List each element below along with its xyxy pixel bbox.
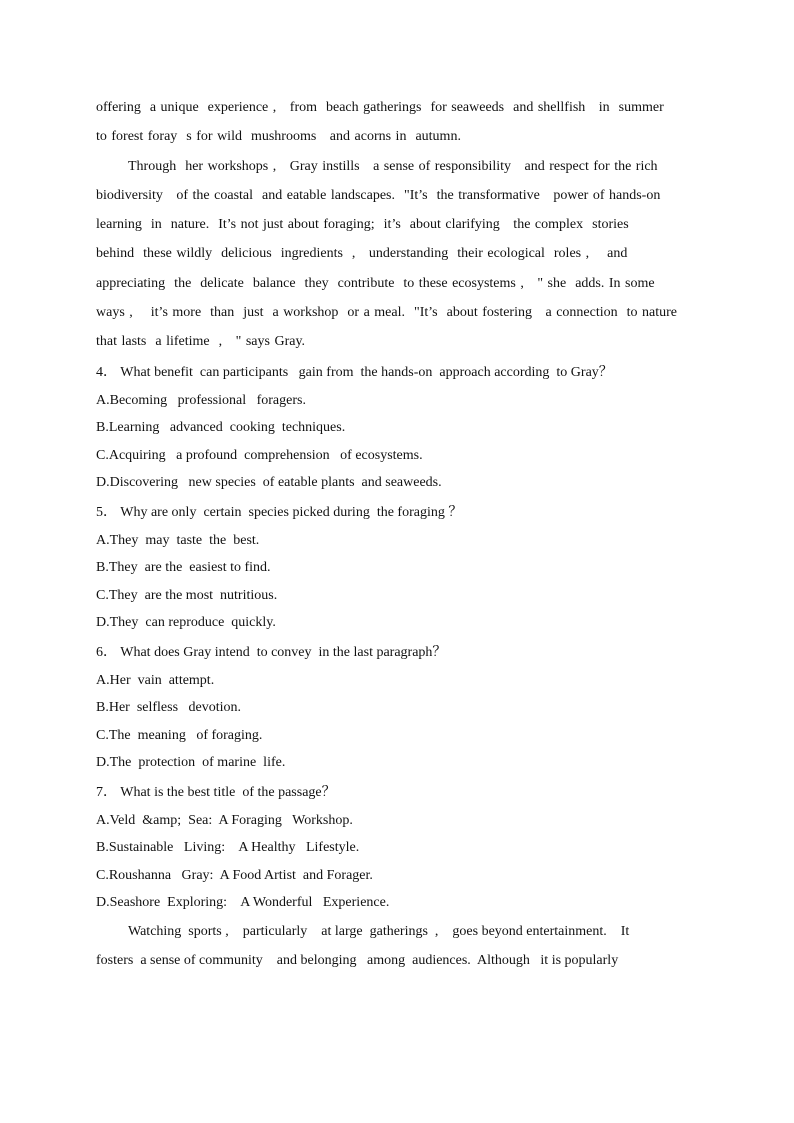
option-text: Veld &amp; Sea: A Foraging Workshop.	[109, 812, 353, 828]
option-text: Acquiring a profound comprehension of ecosystems.	[108, 447, 423, 463]
option-letter: A.	[96, 392, 110, 408]
question-7	[96, 778, 696, 917]
option-letter: D.	[96, 475, 110, 491]
option-letter: A.	[96, 672, 110, 688]
option-letter: B.	[96, 560, 109, 576]
question-6	[96, 638, 696, 777]
option-d	[96, 469, 696, 497]
option-d	[96, 609, 696, 637]
passage-paragraph	[96, 152, 696, 357]
question-stem	[96, 638, 696, 667]
option-letter: C.	[96, 587, 109, 603]
option-letter: C.	[96, 727, 109, 743]
next-passage-line-2: fosters a sense of community and belonging among audiences. Although it is popularly	[96, 953, 619, 969]
question-number: 6．	[96, 644, 117, 660]
question-text: What benefit can participants gain from the hands-on approach according to Gray？	[117, 364, 613, 380]
option-letter: A.	[96, 812, 110, 828]
option-text: They can reproduce quickly.	[109, 615, 276, 631]
question-5	[96, 498, 696, 637]
option-text: Roushanna Gray: A Food Artist and Forager.	[108, 867, 373, 883]
option-text: They may taste the best.	[109, 532, 260, 548]
option-c	[96, 582, 696, 610]
option-letter: D.	[96, 895, 110, 911]
paragraph-line-7: that lasts a lifetime , " says Gray.	[96, 334, 306, 350]
option-letter: B.	[96, 700, 109, 716]
paragraph-line-6: ways , it’s more than just a workshop or a meal. "It’s about fostering a connection to nature	[96, 305, 677, 321]
option-a	[96, 527, 696, 555]
option-text: Seashore Exploring: A Wonderful Experience.	[109, 895, 390, 911]
question-text: What is the best title of the passage？	[117, 784, 336, 800]
option-text: They are the most nutritious.	[108, 587, 278, 603]
question-number: 7．	[96, 784, 117, 800]
option-letter: B.	[96, 840, 109, 856]
next-passage	[96, 917, 696, 976]
page-content	[96, 93, 696, 976]
option-b	[96, 834, 696, 862]
option-b	[96, 554, 696, 582]
question-stem	[96, 498, 696, 527]
option-d	[96, 749, 696, 777]
option-text: Learning advanced cooking techniques.	[108, 420, 346, 436]
question-number: 5．	[96, 504, 117, 520]
option-text: Her vain attempt.	[109, 672, 215, 688]
option-a	[96, 807, 696, 835]
passage-line-1: offering a unique experience , from beach gatherings for seaweeds and shellfish in summer	[96, 100, 664, 115]
question-number: 4．	[96, 364, 117, 380]
option-c	[96, 722, 696, 750]
option-text: They are the easiest to find.	[108, 560, 271, 576]
option-text: The meaning of foraging.	[108, 727, 263, 743]
question-text: What does Gray intend to convey in the last paragraph？	[117, 644, 447, 660]
passage-line-2: to forest foray s for wild mushrooms and acorns in autumn.	[96, 129, 461, 145]
option-letter: A.	[96, 532, 110, 548]
option-a	[96, 667, 696, 695]
option-d	[96, 889, 696, 917]
option-a	[96, 387, 696, 415]
option-text: Sustainable Living: A Healthy Lifestyle.	[108, 840, 360, 856]
option-text: The protection of marine life.	[109, 755, 286, 771]
paragraph-line-2: biodiversity of the coastal and eatable landscapes. "It’s the transformative power of hands-on	[96, 187, 661, 203]
paragraph-line-1: Through her workshops , Gray instills a sense of responsibility and respect for the rich	[128, 158, 658, 174]
question-stem	[96, 358, 696, 387]
option-letter: B.	[96, 420, 109, 436]
option-letter: D.	[96, 615, 110, 631]
next-passage-line-1: Watching sports , particularly at large gatherings , goes beyond entertainment. It	[128, 923, 630, 939]
option-c	[96, 862, 696, 890]
paragraph-line-3: learning in nature. It’s not just about foraging; it’s about clarifying the complex stories	[96, 217, 629, 233]
option-letter: D.	[96, 755, 110, 771]
paragraph-line-5: appreciating the delicate balance they contribute to these ecosystems , " she adds. In some	[96, 275, 655, 291]
question-stem	[96, 778, 696, 807]
option-text: Her selfless devotion.	[108, 700, 242, 716]
option-c	[96, 442, 696, 470]
question-4	[96, 358, 696, 497]
option-letter: C.	[96, 447, 109, 463]
option-b	[96, 694, 696, 722]
option-letter: C.	[96, 867, 109, 883]
option-text: Becoming professional foragers.	[109, 392, 306, 408]
option-text: Discovering new species of eatable plants and seaweeds.	[109, 475, 442, 491]
paragraph-line-4: behind these wildly delicious ingredients , understanding their ecological roles , and	[96, 246, 628, 262]
question-text: Why are only certain species picked during the foraging ？	[117, 504, 463, 520]
option-b	[96, 414, 696, 442]
